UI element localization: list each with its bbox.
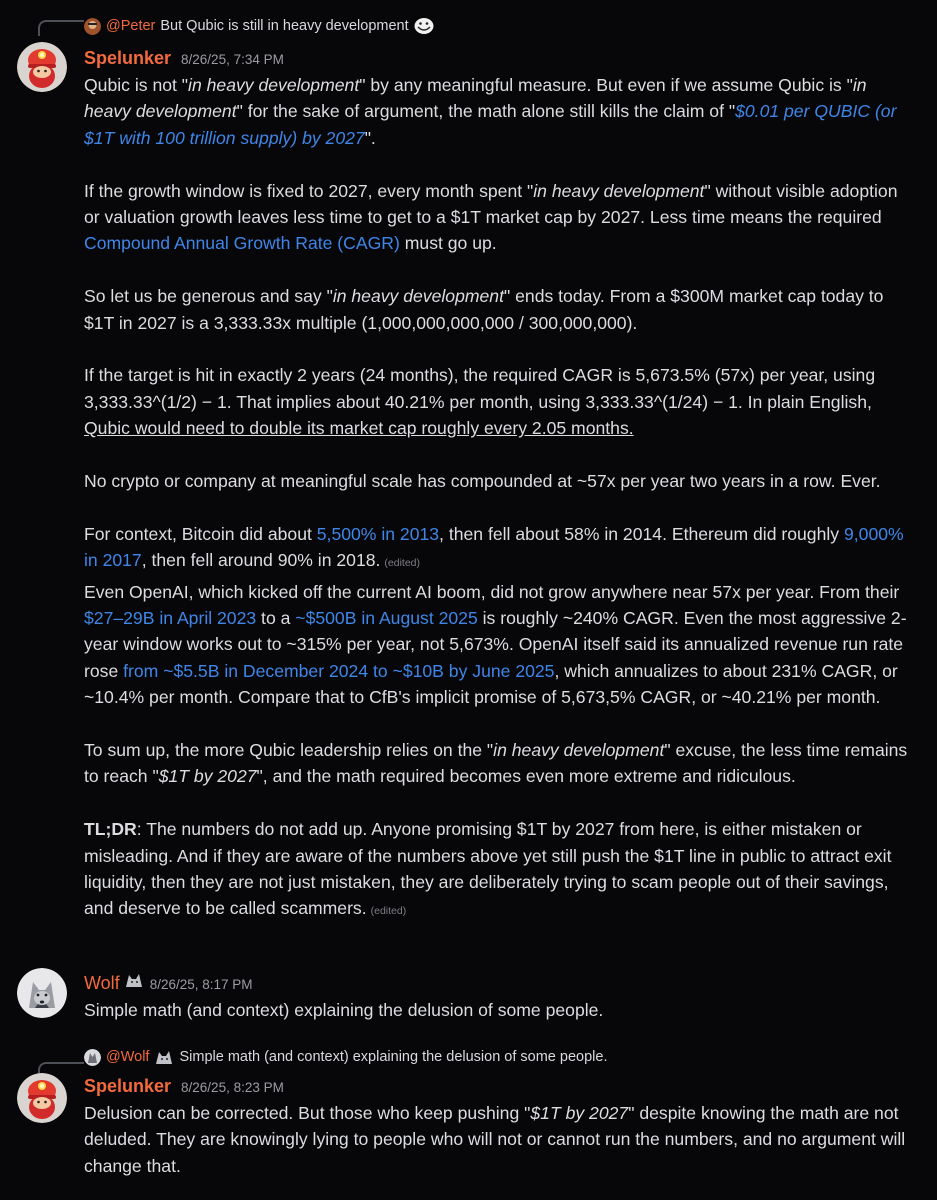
wolf-emoji-icon [154, 1048, 174, 1066]
spelunker-avatar[interactable] [17, 1073, 67, 1123]
message-paragraph [84, 362, 915, 441]
message-text: Simple math (and context) explaining the delusion of some people. [84, 1000, 604, 1020]
timestamp[interactable]: 8/26/25, 8:23 PM [181, 1080, 284, 1095]
text-run: ", and the math required becomes even more extreme and ridiculous. [256, 766, 796, 787]
edited-label[interactable]: (edited) [370, 905, 407, 918]
text-run: ". [364, 127, 376, 148]
bitcoin-link[interactable]: 5,500% in 2013 [316, 523, 440, 544]
username[interactable]: Wolf [84, 973, 120, 993]
spacer [84, 151, 915, 177]
text-run: " by any meaningful measure. But even if we assume Qubic is " [359, 75, 853, 95]
italic-text: in heavy development [533, 180, 705, 201]
message-paragraph [84, 521, 915, 577]
text-run: To sum up, the more Qubic leadership relies on the " [84, 740, 494, 761]
reply-text[interactable]: But Qubic is still in heavy development [160, 18, 409, 34]
spacer [84, 257, 915, 283]
text-run: must go up. [399, 233, 497, 254]
text-run: , which annualizes to about 231% CAGR, or ~10.4% per month. Compare that to CfB's implicit promise of 5,673,5% CAGR, or ~40.21% per month. [84, 660, 898, 708]
text-run: to a [256, 608, 296, 629]
edited-label[interactable]: (edited) [384, 557, 421, 570]
text-run: " ends today. From a $300M market cap today to $1T in 2027 is a 3,333.33x multiple (1,000,000,000,000 / 300,000,000). [84, 286, 884, 333]
message-2 [84, 970, 915, 1023]
cagr-link[interactable]: Compound Annual Growth Rate (CAGR) [84, 233, 400, 254]
text-run: If the growth window is fixed to 2027, every month spent " [84, 180, 534, 201]
tldr-label: TL;DR [84, 819, 137, 840]
reply-preview[interactable] [84, 15, 434, 37]
reply-mention[interactable]: @Peter [106, 18, 156, 34]
username[interactable]: Spelunker [84, 1076, 172, 1096]
text-run: is roughly ~240% CAGR. Even the most aggressive 2-year window works out to ~315% per year, not 5,673%. OpenAI itself said its annualized revenue run rate rose [84, 608, 907, 681]
text-run: So let us be generous and say " [84, 286, 333, 307]
timestamp[interactable]: 8/26/25, 7:34 PM [181, 52, 284, 67]
italic-text: in heavy development [493, 740, 665, 761]
text-run: Qubic is not " [84, 75, 189, 95]
message-text [84, 1100, 915, 1179]
openai-2025-link[interactable]: ~$500B in August 2025 [295, 608, 478, 629]
italic-text: in heavy development [188, 75, 360, 95]
wolf-avatar-small[interactable] [84, 1049, 101, 1066]
reply-preview[interactable] [84, 1046, 607, 1068]
text-run: , then fell around 90% in 2018. [141, 550, 381, 571]
openai-revenue-link[interactable]: from ~$5.5B in December 2024 to ~$10B by June 2025 [123, 660, 555, 681]
timestamp[interactable]: 8/26/25, 8:17 PM [149, 977, 253, 992]
spacer [84, 790, 915, 816]
text-run: For context, Bitcoin did about [84, 523, 317, 544]
message-3 [84, 1073, 915, 1179]
message-paragraph [84, 283, 915, 336]
message-paragraph [84, 178, 915, 257]
underlined-text: Qubic would need to double its market cap roughly every 2.05 months. [84, 418, 634, 439]
message-paragraph [84, 816, 915, 925]
text-run: If the target is hit in exactly 2 years (24 months), the required CAGR is 5,673.5% (57x) per year, using 3,333.33^(1/2) − 1. That implies about 40.21% per month, using 3,333.33^(1/24) − 1. In plain English, [84, 365, 876, 412]
text-run: : The numbers do not add up. Anyone promising $1T by 2027 from here, is either mistaken or misleading. And if they are aware of the numbers above yet still push the $1T line in public to attract exit liquidity, then they are not just mistaken, they are deliberately trying to scam people out of their savings, and deserve to be called scammers. [84, 819, 892, 919]
italic-link[interactable]: $0.01 per QUBIC (or $1T with 100 trillion supply) by 2027 [84, 101, 897, 148]
wolf-avatar[interactable] [17, 968, 67, 1018]
peter-avatar-small[interactable] [84, 18, 101, 35]
italic-text: in heavy development [84, 75, 867, 122]
spacer [84, 442, 915, 468]
reply-text[interactable]: Simple math (and context) explaining the delusion of some people. [179, 1049, 608, 1065]
message-paragraph [84, 737, 915, 790]
spacer [84, 711, 915, 737]
text-run: " for the sake of argument, the math alone still kills the claim of " [236, 101, 736, 122]
spelunker-avatar[interactable] [17, 42, 67, 92]
spacer [84, 336, 915, 362]
trollface-emoji-icon [414, 17, 434, 35]
message-header [84, 45, 915, 71]
message-paragraph [84, 579, 915, 711]
text-run: , then fell about 58% in 2014. Ethereum did roughly [439, 523, 844, 544]
text-run: Even OpenAI, which kicked off the current AI boom, did not grow anywhere near 57x per year. From their [84, 581, 900, 602]
username[interactable]: Spelunker [84, 48, 172, 68]
message-header [84, 970, 915, 996]
reply-mention[interactable]: @Wolf [106, 1049, 150, 1065]
italic-text: in heavy development [332, 286, 504, 307]
message-paragraph: No crypto or company at meaningful scale has compounded at ~57x per year two years in a row. Ever. [84, 471, 881, 492]
italic-text: $1T by 2027 [158, 766, 257, 787]
message-header [84, 1073, 915, 1099]
openai-2023-link[interactable]: $27–29B in April 2023 [84, 608, 257, 629]
text-run: Delusion can be corrected. But those who keep pushing " [84, 1103, 531, 1123]
italic-text: $1T by 2027 [530, 1103, 629, 1123]
reply-connector [38, 20, 84, 36]
message-1 [84, 45, 915, 925]
text-run: " without visible adoption or valuation growth leaves less time to get to a $1T market cap by 2027. Less time means the required [84, 180, 898, 228]
ethereum-link[interactable]: 9,000% in 2017 [84, 523, 904, 571]
text-run: " excuse, the less time remains to reach " [84, 740, 908, 787]
message-paragraph [84, 72, 915, 151]
wolf-emoji-icon [124, 970, 144, 988]
text-run: " despite knowing the math are not deluded. They are knowingly lying to people who will not or cannot run the numbers, and no argument will change that. [84, 1103, 906, 1176]
spacer [84, 494, 915, 520]
